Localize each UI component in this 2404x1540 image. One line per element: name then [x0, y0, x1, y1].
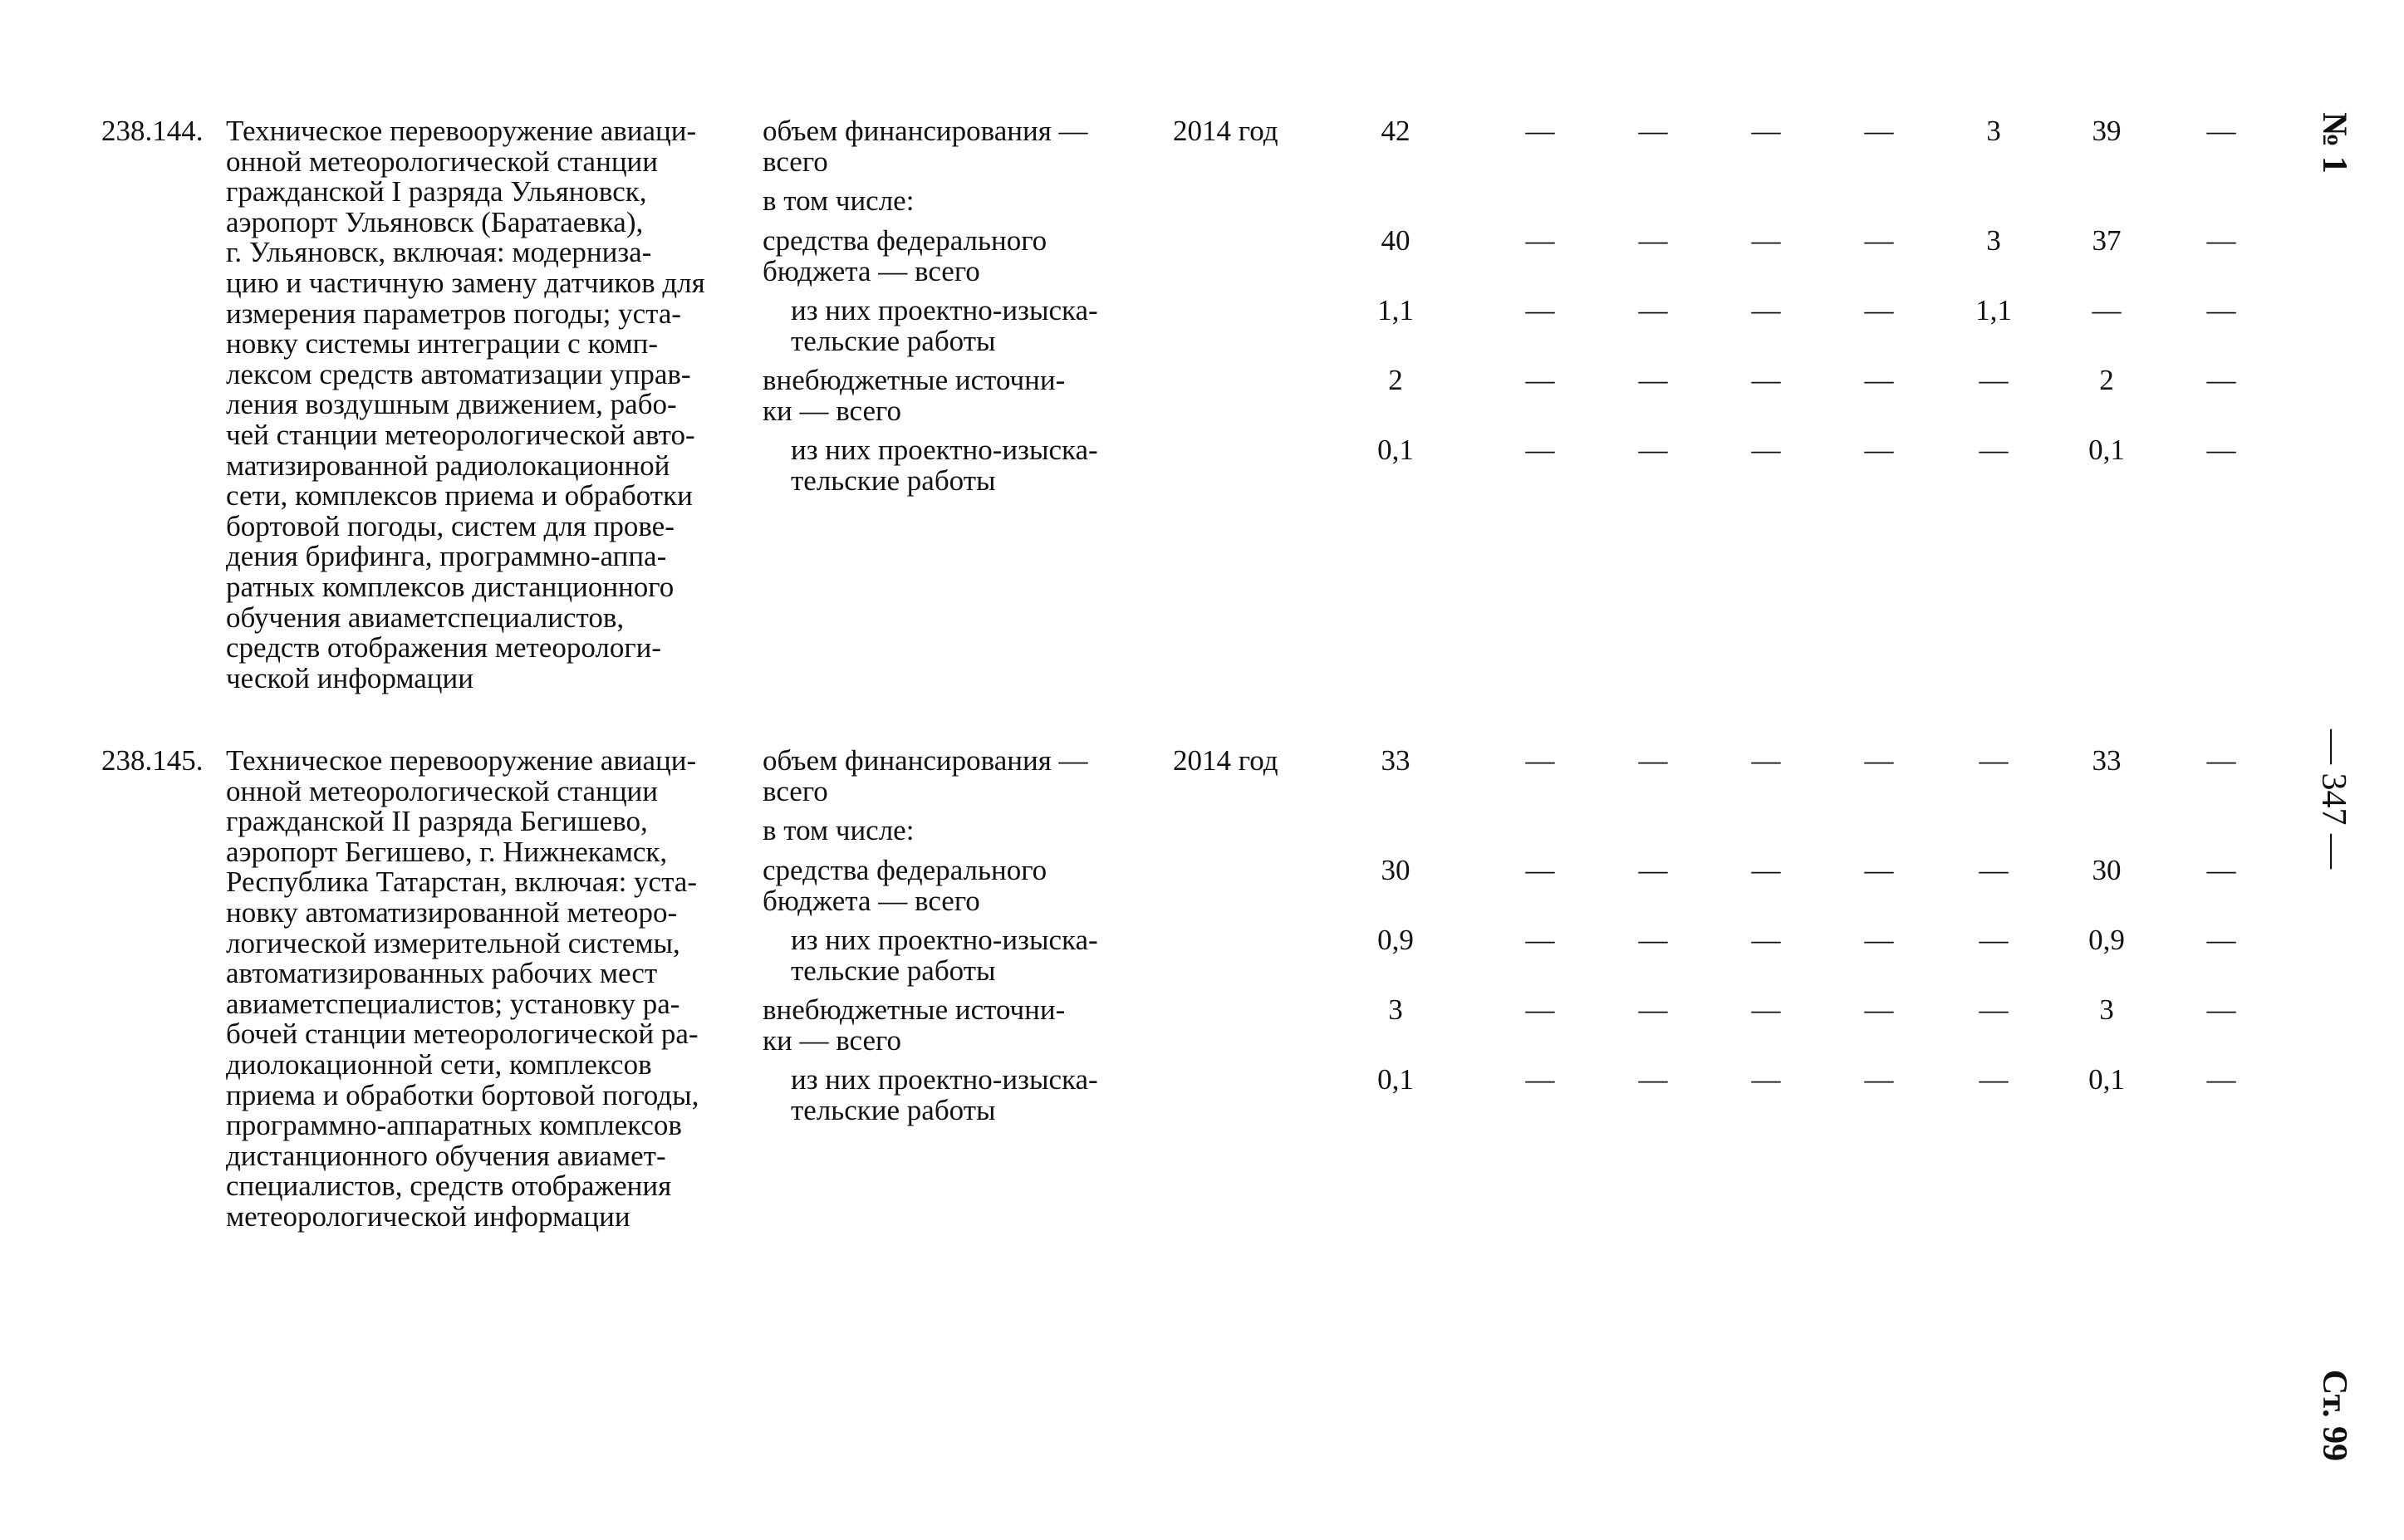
- value-cell: —: [2206, 744, 2236, 777]
- row-label: объем финансирования — всего: [763, 744, 1088, 807]
- value-cell: —: [1864, 224, 1894, 257]
- row-year: 2014 год: [1173, 115, 1278, 147]
- row-label: в том числе:: [763, 814, 915, 846]
- value-cell: —: [1525, 993, 1555, 1026]
- value-cell: —: [1979, 993, 2009, 1026]
- value-cell: —: [1979, 744, 2009, 777]
- value-cell: 3: [1986, 224, 2001, 257]
- value-cell: 1,1: [1975, 294, 2012, 326]
- row-year: 2014 год: [1173, 744, 1278, 777]
- value-cell: —: [1751, 224, 1781, 257]
- value-cell: —: [1638, 364, 1668, 396]
- row-label: средства федерального бюджета — всего: [763, 854, 1047, 917]
- value-cell: —: [1751, 924, 1781, 956]
- value-cell: —: [1864, 364, 1894, 396]
- value-cell: —: [2206, 224, 2236, 257]
- value-cell: —: [1864, 924, 1894, 956]
- value-cell: —: [1525, 364, 1555, 396]
- value-cell: 3: [2099, 993, 2114, 1026]
- value-cell: —: [2206, 993, 2236, 1026]
- value-cell: —: [1525, 115, 1555, 147]
- value-cell: —: [1525, 1063, 1555, 1096]
- value-cell: —: [2206, 924, 2236, 956]
- value-cell: —: [2206, 854, 2236, 886]
- row-label: объем финансирования — всего: [763, 115, 1088, 178]
- value-cell: —: [2206, 434, 2236, 466]
- value-cell: 42: [1381, 115, 1411, 147]
- value-cell: —: [1525, 924, 1555, 956]
- row-label: из них проектно-изыска- тельские работы: [791, 924, 1098, 987]
- value-cell: 39: [2092, 115, 2122, 147]
- value-cell: —: [1979, 434, 2009, 466]
- value-cell: —: [1751, 115, 1781, 147]
- value-cell: 1,1: [1377, 294, 1414, 326]
- value-cell: —: [1638, 434, 1668, 466]
- row-label: внебюджетные источни- ки — всего: [763, 364, 1066, 427]
- value-cell: —: [1751, 854, 1781, 886]
- table-row: [0, 296, 2404, 357]
- value-cell: 2: [1388, 364, 1403, 396]
- value-cell: —: [1638, 294, 1668, 326]
- value-cell: —: [1751, 434, 1781, 466]
- value-cell: —: [1638, 224, 1668, 257]
- value-cell: 0,9: [1377, 924, 1414, 956]
- row-label: средства федерального бюджета — всего: [763, 224, 1047, 287]
- row-label: из них проектно-изыска- тельские работы: [791, 1063, 1098, 1126]
- value-cell: —: [2206, 294, 2236, 326]
- value-cell: —: [1638, 115, 1668, 147]
- row-label: внебюджетные источни- ки — всего: [763, 993, 1066, 1057]
- value-cell: —: [1751, 993, 1781, 1026]
- value-cell: —: [1864, 854, 1894, 886]
- value-cell: —: [1979, 364, 2009, 396]
- value-cell: 30: [2092, 854, 2122, 886]
- table-row: [0, 226, 2404, 287]
- value-cell: —: [1525, 854, 1555, 886]
- value-cell: 0,1: [1377, 434, 1414, 466]
- value-cell: —: [1864, 115, 1894, 147]
- value-cell: 3: [1986, 115, 2001, 147]
- entry-number: 238.145.: [101, 744, 204, 777]
- value-cell: —: [1525, 294, 1555, 326]
- table-row: [0, 1065, 2404, 1126]
- value-cell: 33: [2092, 744, 2122, 777]
- value-cell: —: [1638, 924, 1668, 956]
- value-cell: 30: [1381, 854, 1411, 886]
- table-row: [0, 435, 2404, 497]
- table-row: [0, 116, 2404, 178]
- table-row: [0, 856, 2404, 917]
- entry-description: Техническое перевооружение авиаци- онной метеорологической станции гражданской II разряда Бегишево, аэропорт Бегишево, г. Нижнекамск, Республика Татарстан, включая: уста- новку автоматизированной метеоро- логической измерительной системы, автоматизированных рабочих мест авиаметспециалистов; установку ра- бочей станции метеорологической ра- диолокационной сети, комплексов приема и обработки бортовой погоды, программно-аппаратных комплексов дистанционного обучения авиамет- специалистов, средств отображения метеорологической информации: [226, 744, 699, 1233]
- row-label: в том числе:: [763, 184, 915, 217]
- value-cell: —: [1979, 924, 2009, 956]
- table-row: [0, 746, 2404, 807]
- value-cell: —: [1979, 1063, 2009, 1096]
- value-cell: —: [1751, 364, 1781, 396]
- value-cell: —: [1525, 744, 1555, 777]
- value-cell: 0,1: [2088, 1063, 2125, 1096]
- value-cell: —: [1864, 434, 1894, 466]
- table-row: [0, 365, 2404, 427]
- value-cell: —: [1638, 993, 1668, 1026]
- value-cell: —: [1751, 1063, 1781, 1096]
- value-cell: —: [2206, 1063, 2236, 1096]
- value-cell: —: [1525, 224, 1555, 257]
- value-cell: —: [2206, 115, 2236, 147]
- page-number: — 347 —: [2314, 729, 2352, 869]
- value-cell: 3: [1388, 993, 1403, 1026]
- row-label: из них проектно-изыска- тельские работы: [791, 434, 1098, 497]
- table-row: [0, 925, 2404, 987]
- value-cell: 37: [2092, 224, 2122, 257]
- value-cell: —: [2092, 294, 2122, 326]
- value-cell: —: [1638, 854, 1668, 886]
- value-cell: —: [1638, 744, 1668, 777]
- row-label: из них проектно-изыска- тельские работы: [791, 294, 1098, 357]
- issue-number: № 1: [2315, 112, 2353, 174]
- value-cell: 33: [1381, 744, 1411, 777]
- value-cell: —: [1864, 744, 1894, 777]
- table-row: [0, 995, 2404, 1057]
- value-cell: —: [1638, 1063, 1668, 1096]
- value-cell: 40: [1381, 224, 1411, 257]
- entry-number: 238.144.: [101, 115, 204, 147]
- value-cell: —: [1525, 434, 1555, 466]
- value-cell: —: [1864, 993, 1894, 1026]
- article-number: Ст. 99: [2315, 1369, 2353, 1462]
- value-cell: —: [1751, 294, 1781, 326]
- value-cell: —: [1979, 854, 2009, 886]
- value-cell: —: [1864, 1063, 1894, 1096]
- value-cell: 0,9: [2088, 924, 2125, 956]
- value-cell: —: [1864, 294, 1894, 326]
- value-cell: 0,1: [1377, 1063, 1414, 1096]
- value-cell: —: [1751, 744, 1781, 777]
- value-cell: —: [2206, 364, 2236, 396]
- value-cell: 2: [2099, 364, 2114, 396]
- entry-description: Техническое перевооружение авиаци- онной метеорологической станции гражданской I разряда Ульяновск, аэропорт Ульяновск (Баратаевка), г. Ульяновск, включая: модерниза- цию и частичную замену датчиков для измерения параметров погоды; уста- новку системы интеграции с комп- лексом средств автоматизации управ- ления воздушным движением, рабо- чей станции метеорологической авто- матизированной радиолокационной сети, комплексов приема и обработки бортовой погоды, систем для прове- дения брифинга, программно-аппа- ратных комплексов дистанционного обучения авиаметспециалистов, средств отображения метеорологи- ческой информации: [226, 115, 705, 694]
- value-cell: 0,1: [2088, 434, 2125, 466]
